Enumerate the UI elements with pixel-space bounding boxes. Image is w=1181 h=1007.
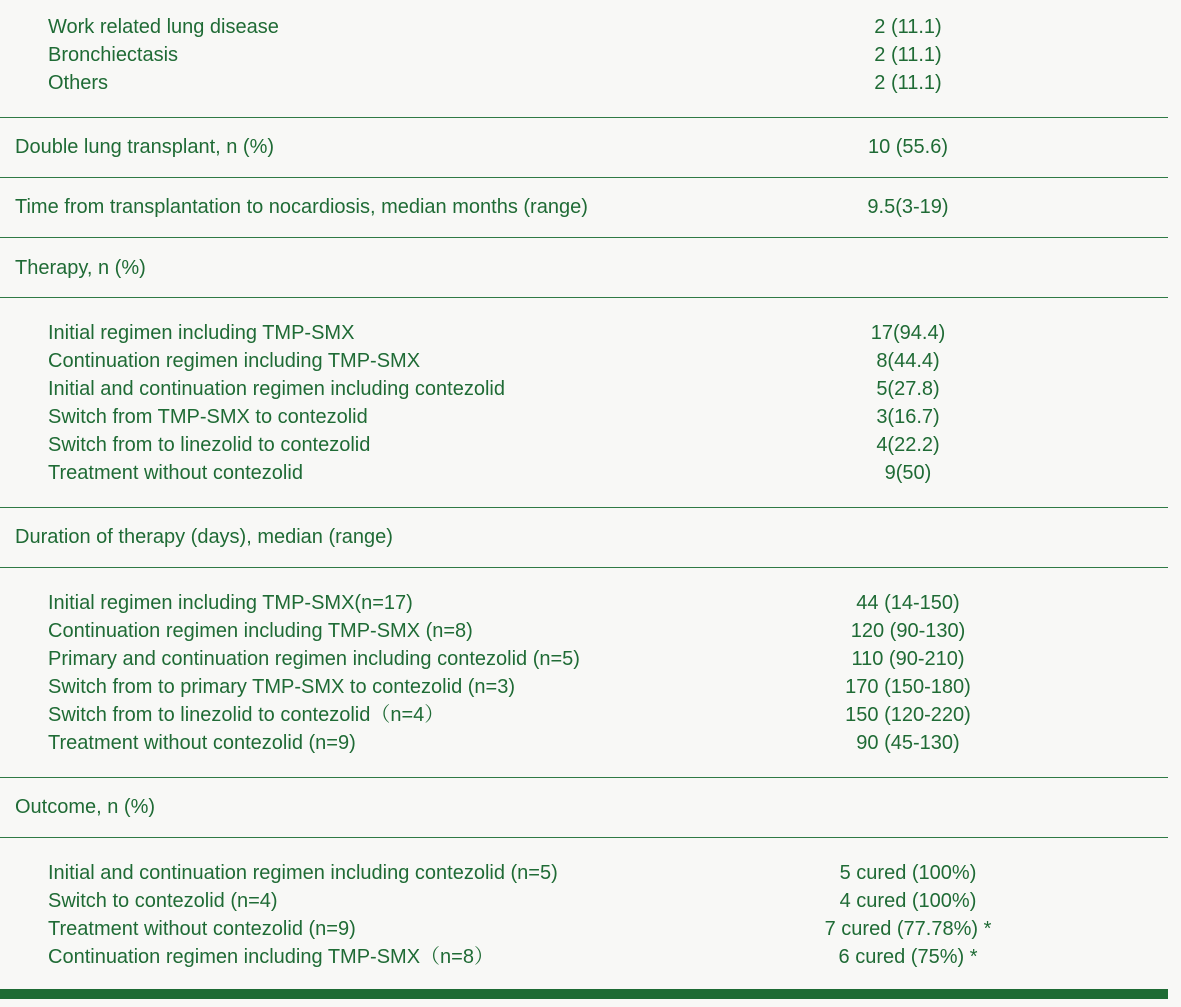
row-label: Treatment without contezolid xyxy=(48,462,303,484)
row-value: 4(22.2) xyxy=(876,434,940,456)
table-row xyxy=(0,319,1168,347)
row-label: Primary and continuation regimen including contezolid (n=5) xyxy=(48,648,580,670)
row-label: Initial regimen including TMP-SMX(n=17) xyxy=(48,592,413,614)
row-label: Time from transplantation to nocardiosis, median months (range) xyxy=(15,196,588,218)
row-label: Bronchiectasis xyxy=(48,44,179,66)
outcome-header-section xyxy=(0,793,1168,821)
row-label: Switch from TMP-SMX to contezolid xyxy=(48,406,368,428)
section-title: Outcome, n (%) xyxy=(15,796,156,818)
row-label: Initial and continuation regimen including contezolid xyxy=(48,378,505,400)
table-row xyxy=(0,431,1168,459)
row-label: Others xyxy=(48,72,109,94)
row-label: Treatment without contezolid (n=9) xyxy=(48,732,356,754)
table-row xyxy=(0,859,1168,887)
row-label: Initial regimen including TMP-SMX xyxy=(48,322,355,344)
table-row xyxy=(0,193,1168,221)
row-value: 2 (11.1) xyxy=(874,44,942,66)
table-row xyxy=(0,943,1168,971)
table-row xyxy=(0,403,1168,431)
divider xyxy=(0,117,1168,118)
divider xyxy=(0,237,1168,238)
row-value: 2 (11.1) xyxy=(874,72,942,94)
double-lung-section xyxy=(0,133,1168,161)
row-value: 150 (120-220) xyxy=(845,704,971,726)
table-row xyxy=(0,41,1168,69)
table-row xyxy=(0,701,1168,729)
table-row xyxy=(0,375,1168,403)
row-label: Treatment without contezolid (n=9) xyxy=(48,918,356,940)
row-label: Switch from to primary TMP-SMX to contezolid (n=3) xyxy=(48,676,515,698)
row-value: 9(50) xyxy=(884,462,932,484)
row-label: Work related lung disease xyxy=(48,16,279,38)
table-bottom-border xyxy=(0,989,1168,999)
row-value: 17(94.4) xyxy=(870,322,946,344)
row-value: 10 (55.6) xyxy=(867,136,949,158)
row-value: 90 (45-130) xyxy=(856,732,960,754)
duration-rows xyxy=(0,589,1168,757)
row-value: 44 (14-150) xyxy=(856,592,960,614)
row-label: Switch from to linezolid to contezolid（n=4） xyxy=(48,704,445,726)
row-label: Switch to contezolid (n=4) xyxy=(48,890,278,912)
table-row xyxy=(0,729,1168,757)
table-row xyxy=(0,645,1168,673)
row-value: 170 (150-180) xyxy=(845,676,971,698)
row-value: 5 cured (100%) xyxy=(839,862,977,884)
row-value: 4 cured (100%) xyxy=(839,890,977,912)
row-label: Switch from to linezolid to contezolid xyxy=(48,434,371,456)
section-title: Therapy, n (%) xyxy=(15,257,146,279)
table-row xyxy=(0,459,1168,487)
row-value: 8(44.4) xyxy=(876,350,940,372)
table-row xyxy=(0,13,1168,41)
row-label: Continuation regimen including TMP-SMX xyxy=(48,350,421,372)
row-value: 2 (11.1) xyxy=(874,16,942,38)
row-value: 6 cured (75%) * xyxy=(838,946,978,968)
row-value: 7 cured (77.78%) * xyxy=(824,918,992,940)
divider xyxy=(0,837,1168,838)
time-section xyxy=(0,193,1168,221)
therapy-header-section xyxy=(0,254,1168,282)
divider xyxy=(0,297,1168,298)
table-row xyxy=(0,887,1168,915)
table-row xyxy=(0,617,1168,645)
table-row xyxy=(0,673,1168,701)
table-row xyxy=(0,69,1168,97)
row-label: Continuation regimen including TMP-SMX（n=8） xyxy=(48,946,494,968)
row-value: 120 (90-130) xyxy=(850,620,966,642)
row-value: 110 (90-210) xyxy=(851,648,965,670)
table-row xyxy=(0,133,1168,161)
row-value: 3(16.7) xyxy=(876,406,940,428)
section-title: Duration of therapy (days), median (range) xyxy=(15,526,393,548)
outcome-rows xyxy=(0,859,1168,971)
table-row xyxy=(0,915,1168,943)
therapy-rows xyxy=(0,319,1168,487)
divider xyxy=(0,777,1168,778)
section-header xyxy=(0,254,1168,282)
divider xyxy=(0,177,1168,178)
duration-header-section xyxy=(0,523,1168,551)
row-label: Continuation regimen including TMP-SMX (n=8) xyxy=(48,620,473,642)
divider xyxy=(0,507,1168,508)
row-value: 9.5(3-19) xyxy=(867,196,949,218)
row-label: Double lung transplant, n (%) xyxy=(15,136,275,158)
divider xyxy=(0,567,1168,568)
disease-rows xyxy=(0,13,1168,97)
row-value: 5(27.8) xyxy=(876,378,940,400)
table-row xyxy=(0,589,1168,617)
section-header xyxy=(0,793,1168,821)
table-row xyxy=(0,347,1168,375)
row-label: Initial and continuation regimen including contezolid (n=5) xyxy=(48,862,558,884)
section-header xyxy=(0,523,1168,551)
